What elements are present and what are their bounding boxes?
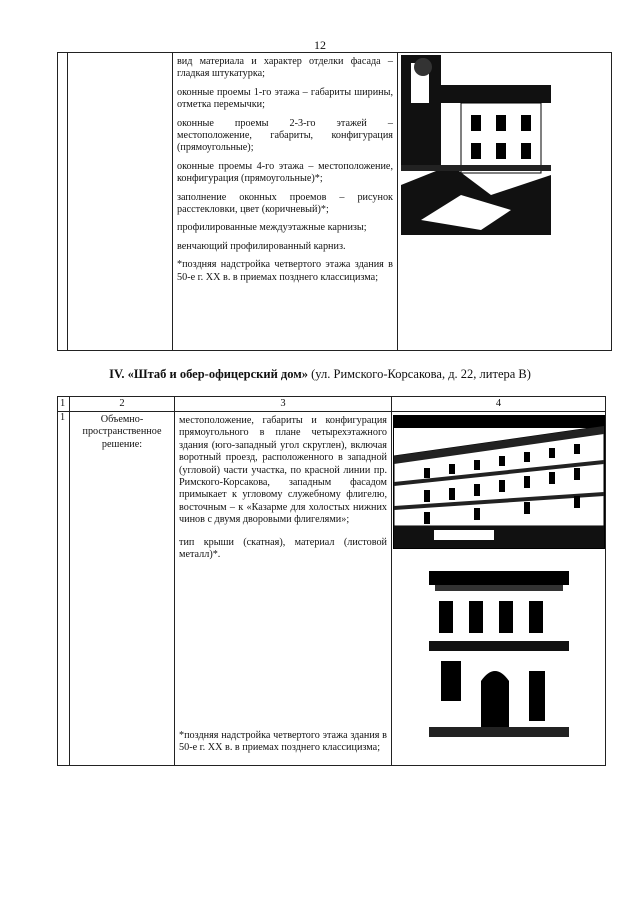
interfloor-cornices-text: профилированные междуэтажные карнизы; — [177, 222, 367, 234]
header-col-1: 1 — [58, 397, 70, 412]
windows-floor2-3-text: оконные проемы 2-3-го этажей – местоположение, габариты, конфигурация (прямоугольные); — [177, 117, 393, 154]
description-cell — [175, 412, 392, 766]
photo-cell — [398, 53, 612, 351]
header-col-2: 2 — [70, 397, 175, 412]
window-fill-text: заполнение оконных проемов – рисунок расстекловки, цвет (коричневый)*; — [177, 191, 393, 216]
facade-detail-photo — [429, 561, 569, 737]
protected-elements-table — [57, 396, 606, 766]
type-cell — [68, 53, 173, 351]
street-facade-photo — [393, 415, 605, 549]
row-number: 1 — [58, 412, 70, 766]
description-cell — [173, 53, 398, 351]
header-col-4: 4 — [392, 397, 606, 412]
footnote-text: *поздняя надстройка четвертого этажа здания в 50-е г. XX в. в приемах позднего классицизма; — [179, 730, 387, 754]
windows-floor1-text: оконные проемы 1-го этажа – габариты ширины, отметка перемычки; — [177, 86, 393, 111]
page-number: 12 — [314, 38, 326, 52]
volume-description-text: местоположение, габариты и конфигурация прямоугольного в плане четырехэтажного здания (юго-западный угол скруглен), включая воротный проезд, расположенного в западной (угловой) части участка, по красной линии пр. Римского-Корсакова, западным фасадом примыкает к угловому служебному флигелю, восточным – к «Казарме для холостых нижних чинов с двумя дворовыми флигелями»; — [179, 415, 387, 526]
roof-description-text: тип крыши (скатная), материал (листовой металл)*. — [179, 536, 387, 561]
protected-elements-table-continued — [57, 52, 612, 351]
photo-cell — [392, 412, 606, 766]
table-row — [58, 53, 612, 351]
header-col-3: 3 — [175, 397, 392, 412]
table-row — [58, 412, 606, 766]
section-numeral: IV. — [109, 367, 125, 381]
courtyard-facade-photo — [401, 55, 551, 235]
crowning-cornice-text: венчающий профилированный карниз. — [177, 240, 346, 252]
section-address: (ул. Римского-Корсакова, д. 22, литера В) — [311, 367, 531, 381]
table-header-row — [58, 397, 606, 412]
facade-material-text: вид материала и характер отделки фасада – гладкая штукатурка; — [177, 56, 393, 80]
footnote-text: *поздняя надстройка четвертого этажа здания в 50-е г. XX в. в приемах позднего классицизма; — [177, 259, 393, 283]
section-heading — [0, 367, 640, 382]
windows-floor4-text: оконные проемы 4-го этажа – местоположение, конфигурация (прямоугольные)*; — [177, 160, 393, 185]
element-type: Объемно-пространственное решение: — [70, 412, 175, 766]
num-cell — [58, 53, 68, 351]
section-title: «Штаб и обер-офицерский дом» — [127, 367, 309, 381]
